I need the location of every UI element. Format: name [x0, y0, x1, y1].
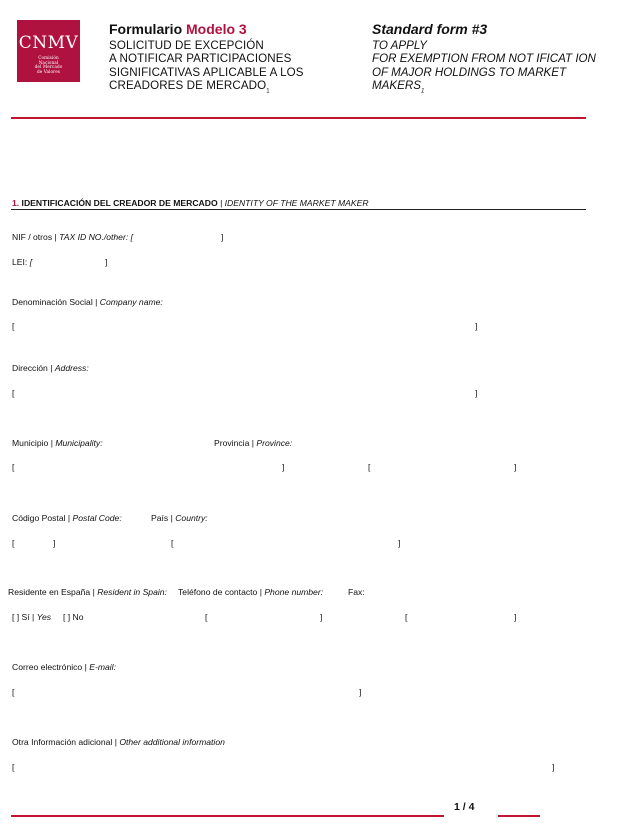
page-number: 1 / 4 — [454, 801, 475, 813]
other-info-field-close[interactable]: ] — [552, 762, 555, 772]
footer-rule-right — [498, 815, 540, 817]
municipality-field-close[interactable]: ] — [282, 462, 285, 472]
form-title-es: Formulario Modelo 3 — [109, 21, 247, 37]
nif-label: NIF / otros | TAX ID NO./other: [ — [12, 232, 133, 242]
address-field-open[interactable]: [ — [12, 388, 15, 398]
address-field-close[interactable]: ] — [475, 388, 478, 398]
country-field-close[interactable]: ] — [398, 538, 401, 548]
postal-code-label: Código Postal | Postal Code: — [12, 513, 122, 523]
lei-field-close[interactable]: ] — [105, 257, 108, 267]
form-title-en: Standard form #3 — [372, 21, 488, 37]
header-divider — [11, 117, 586, 119]
phone-field-open[interactable]: [ — [205, 612, 208, 622]
province-label: Provincia | Province: — [214, 438, 293, 448]
fax-label: Fax: — [348, 587, 365, 597]
lei-label: LEI: [ — [12, 257, 33, 267]
form-subtitle-en: TO APPLY FOR EXEMPTION FROM NOT IFICAT ION OF MAJOR HOLDINGS TO MARKET $MAKERS_1$ — [372, 39, 596, 95]
phone-field-close[interactable]: ] — [320, 612, 323, 622]
section-1-rule — [11, 209, 586, 210]
country-label: País | Country: — [151, 513, 208, 523]
logo-text: Comisión Nacional del Mercado de Valores — [34, 55, 63, 74]
address-label: Dirección | Address: — [12, 363, 89, 373]
resident-label: Residente en España | Resident in Spain: — [8, 587, 167, 597]
postal-code-field-close[interactable]: ] — [53, 538, 56, 548]
section-1-heading: 1. IDENTIFICACIÓN DEL CREADOR DE MERCADO | IDENTITY OF THE MARKET MAKER — [12, 198, 369, 208]
company-name-field-open[interactable]: [ — [12, 321, 15, 331]
fax-field-close[interactable]: ] — [514, 612, 517, 622]
other-info-label: Otra Información adicional | Other additional information — [12, 737, 225, 747]
form-subtitle-es: SOLICITUD DE EXCEPCIÓN A NOTIFICAR PARTICIPACIONES SIGNIFICATIVAS APLICABLE A LOS CREADORES DE $MERCADO_1$ — [109, 39, 304, 95]
email-label: Correo electrónico | E-mail: — [12, 662, 116, 672]
country-field-open[interactable]: [ — [171, 538, 174, 548]
municipality-field-open[interactable]: [ — [12, 462, 15, 472]
phone-label: Teléfono de contacto | Phone number: — [178, 587, 324, 597]
municipality-label: Municipio | Municipality: — [12, 438, 103, 448]
logo-mark: CNMV — [18, 33, 79, 53]
footer-rule-left — [11, 815, 444, 817]
resident-yes-checkbox[interactable]: [ ] Sí | Yes — [12, 612, 52, 622]
resident-no-checkbox[interactable]: [ ] No — [63, 612, 84, 622]
company-name-label: Denominación Social | Company name: — [12, 297, 163, 307]
email-field-close[interactable]: ] — [359, 687, 362, 697]
province-field-open[interactable]: [ — [368, 462, 371, 472]
other-info-field-open[interactable]: [ — [12, 762, 15, 772]
postal-code-field-open[interactable]: [ — [12, 538, 15, 548]
cnmv-logo — [17, 20, 80, 82]
fax-field-open[interactable]: [ — [405, 612, 408, 622]
company-name-field-close[interactable]: ] — [475, 321, 478, 331]
nif-field-close[interactable]: ] — [221, 232, 224, 242]
province-field-close[interactable]: ] — [514, 462, 517, 472]
email-field-open[interactable]: [ — [12, 687, 15, 697]
